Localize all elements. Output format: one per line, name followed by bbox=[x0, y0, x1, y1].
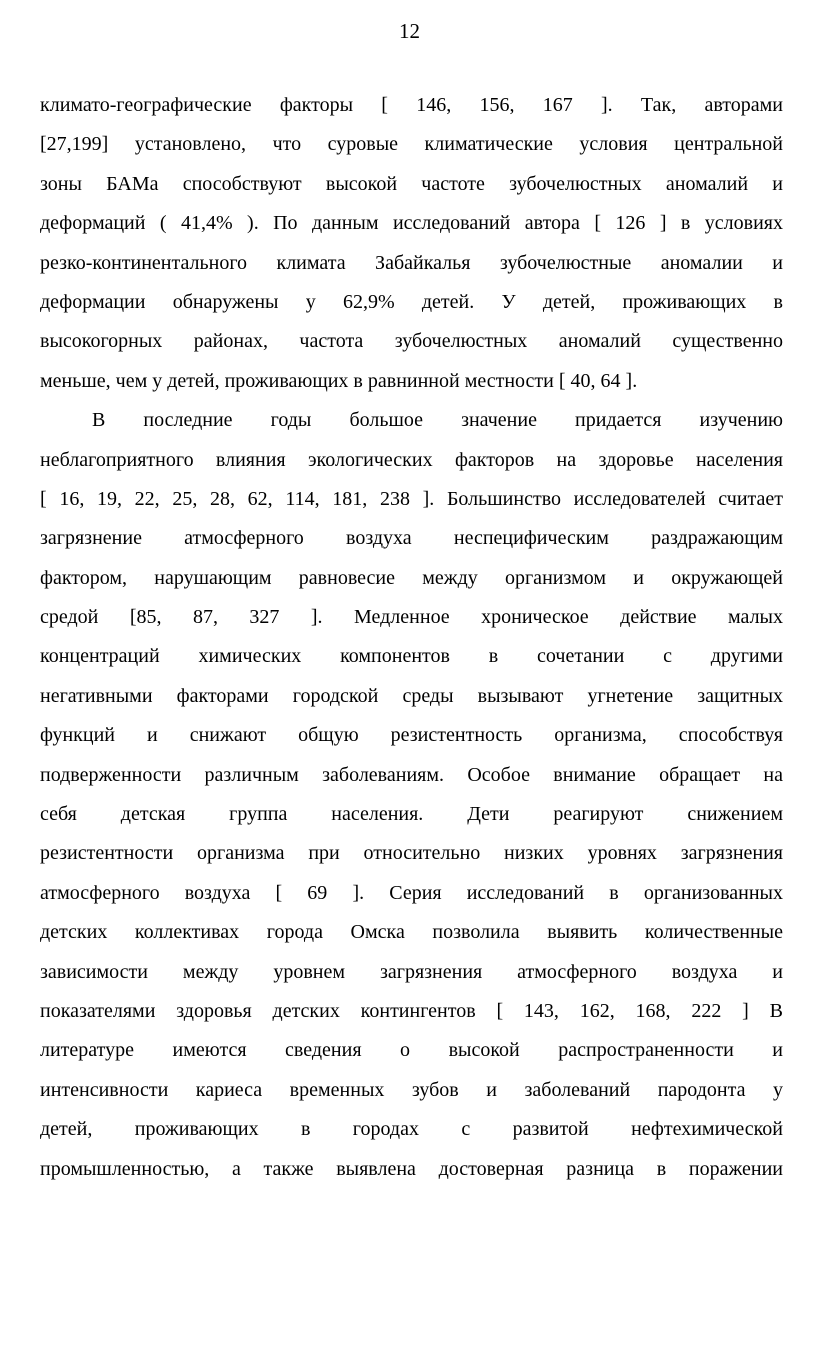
text-line: негативными факторами городской среды вызывают угнетение защитных bbox=[40, 684, 783, 707]
text-line: зависимости между уровнем загрязнения атмосферного воздуха и bbox=[40, 960, 783, 983]
page-number: 12 bbox=[399, 19, 420, 43]
paragraph-1 bbox=[40, 86, 783, 401]
text-line: атмосферного воздуха [ 69 ]. Серия исследований в организованных bbox=[40, 881, 783, 904]
text-line: резко-континентального климата Забайкалья зубочелюстные аномалии и bbox=[40, 251, 783, 274]
text-line: средой [85, 87, 327 ]. Медленное хроническое действие малых bbox=[40, 606, 783, 629]
text-line: концентраций химических компонентов в сочетании с другими bbox=[40, 645, 783, 668]
text-line: меньше, чем у детей, проживающих в равнинной местности [ 40, 64 ]. bbox=[40, 369, 638, 392]
text-line: литературе имеются сведения о высокой распространенности и bbox=[40, 1039, 783, 1062]
text-line: показателями здоровья детских контингентов [ 143, 162, 168, 222 ] В bbox=[40, 999, 783, 1022]
text-line: деформации обнаружены у 62,9% детей. У детей, проживающих в bbox=[40, 290, 783, 313]
text-line: фактором, нарушающим равновесие между организмом и окружающей bbox=[40, 566, 783, 589]
text-line: загрязнение атмосферного воздуха неспецифическим раздражающим bbox=[40, 527, 783, 550]
text-line: функций и снижают общую резистентность организма, способствуя bbox=[40, 724, 783, 747]
text-line: деформаций ( 41,4% ). По данным исследований автора [ 126 ] в условиях bbox=[40, 212, 783, 235]
text-line: зоны БАМа способствуют высокой частоте зубочелюстных аномалий и bbox=[40, 172, 783, 195]
text-line: себя детская группа населения. Дети реагируют снижением bbox=[40, 803, 783, 826]
text-line: климато-географические факторы [ 146, 156, 167 ]. Так, авторами bbox=[40, 94, 783, 116]
text-line: [27,199] установлено, что суровые климатические условия центральной bbox=[40, 133, 783, 156]
text-line: интенсивности кариеса временных зубов и заболеваний пародонта у bbox=[40, 1078, 783, 1101]
text-line: [ 16, 19, 22, 25, 28, 62, 114, 181, 238 ]. Большинство исследователей считает bbox=[40, 487, 783, 510]
text-line: неблагоприятного влияния экологических факторов на здоровье населения bbox=[40, 448, 783, 471]
text-line: В последние годы большое значение придается изучению bbox=[92, 409, 783, 432]
text-line: промышленностью, а также выявлена достоверная разница в поражении bbox=[40, 1157, 783, 1180]
paragraph-2 bbox=[40, 401, 783, 1189]
body-text bbox=[40, 86, 783, 1189]
text-line: детей, проживающих в городах с развитой нефтехимической bbox=[40, 1118, 783, 1141]
text-line: высокогорных районах, частота зубочелюстных аномалий существенно bbox=[40, 330, 783, 353]
text-line: резистентности организма при относительно низких уровнях загрязнения bbox=[40, 842, 783, 865]
text-line: детских коллективах города Омска позволила выявить количественные bbox=[40, 921, 783, 944]
text-line: подверженности различным заболеваниям. Особое внимание обращает на bbox=[40, 763, 783, 786]
